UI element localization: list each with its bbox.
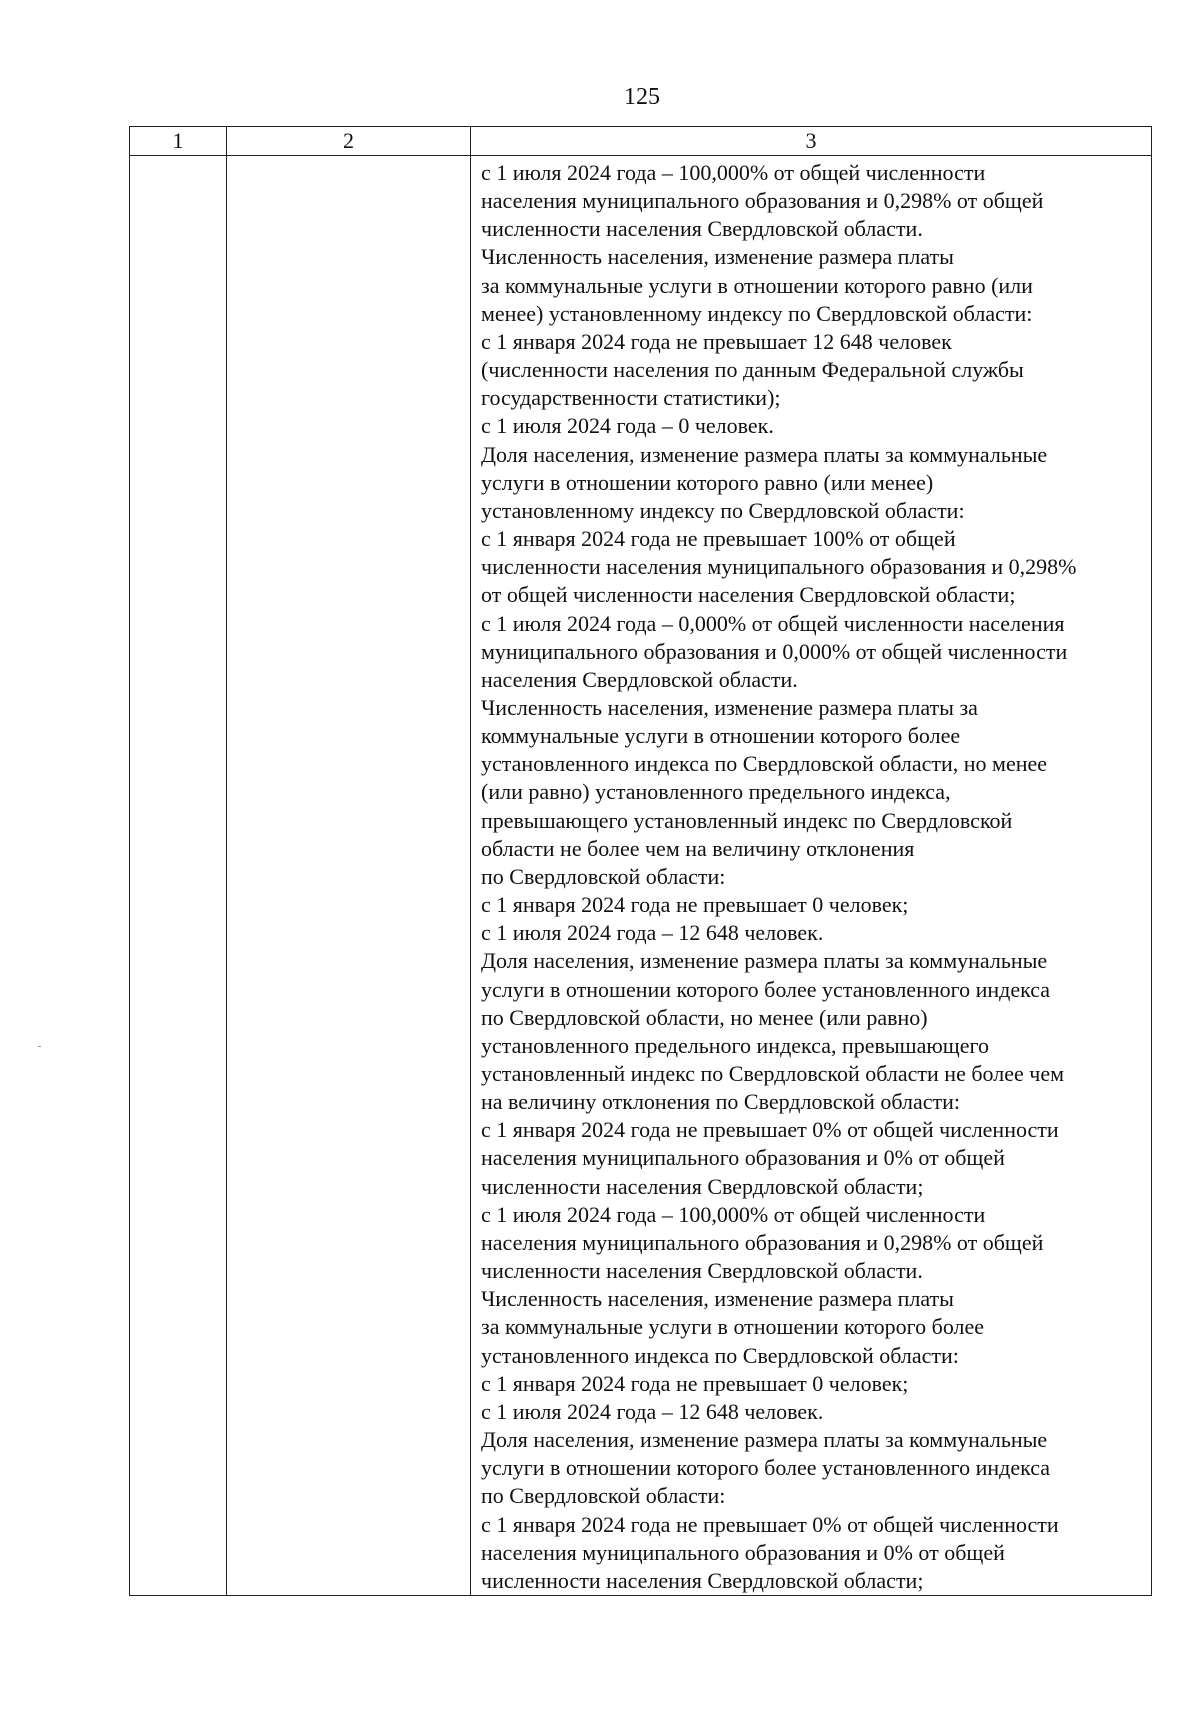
text-line: Доля населения, изменение размера платы за коммунальные [481,441,1048,467]
text-line: установленного индекса по Свердловской области, но менее [481,751,1048,777]
text-line: услуги в отношении которого равно (или менее) [481,469,934,495]
text-line: с 1 января 2024 года не превышает 0 человек; [481,1370,909,1396]
text-line: населения Свердловской области. [481,666,798,692]
text-line: установленного предельного индекса, превышающего [481,1032,989,1058]
cell-column-3-text [471,156,1151,1595]
text-line: Доля населения, изменение размера платы за коммунальные [481,1427,1048,1453]
text-line: менее) установленному индексу по Свердловской области: [481,300,1033,326]
text-line: численности населения Свердловской области. [481,216,923,242]
text-line: Численность населения, изменение размера платы за [481,694,978,720]
text-line: услуги в отношении которого более установленного индекса [481,1455,1051,1481]
text-line: с 1 июля 2024 года – 0,000% от общей численности населения [481,610,1065,636]
text-line: с 1 июля 2024 года – 100,000% от общей численности [481,1201,986,1227]
text-line: с 1 июля 2024 года – 100,000% от общей численности [481,160,986,185]
cell-column-1 [130,156,227,1596]
document-table [129,126,1152,1596]
text-line: (или равно) установленного предельного индекса, [481,779,951,805]
text-line: населения муниципального образования и 0,298% от общей [481,1229,1044,1255]
text-line: численности населения муниципального образования и 0,298% [481,554,1077,580]
text-line: муниципального образования и 0,000% от общей численности [481,638,1068,664]
text-line: с 1 января 2024 года не превышает 100% от общей [481,526,956,552]
text-line: населения муниципального образования и 0% от общей [481,1539,1005,1565]
text-line: за коммунальные услуги в отношении которого равно (или [481,272,1033,298]
text-line: Доля населения, изменение размера платы за коммунальные [481,948,1048,974]
cell-column-3 [471,156,1152,1596]
text-line: от общей численности населения Свердловской области; [481,582,1016,608]
text-line: Численность населения, изменение размера платы [481,244,954,270]
text-line: государственности статистики); [481,385,781,411]
text-line: установленного индекса по Свердловской области: [481,1342,959,1368]
text-line: с 1 января 2024 года не превышает 12 648 человек [481,328,952,354]
cell-column-2 [227,156,471,1596]
text-line: коммунальные услуги в отношении которого более [481,723,961,749]
text-line: по Свердловской области: [481,863,726,889]
text-line: с 1 июля 2024 года – 0 человек. [481,413,774,439]
column-header-2: 2 [227,127,471,156]
text-line: превышающего установленный индекс по Свердловской [481,807,1013,833]
text-line: установленному индексу по Свердловской области: [481,497,965,523]
text-line: численности населения Свердловской области. [481,1258,923,1284]
text-line: установленный индекс по Свердловской области не более чем [481,1061,1064,1086]
text-line: численности населения Свердловской области; [481,1567,924,1593]
text-line: с 1 января 2024 года не превышает 0% от общей численности [481,1117,1059,1143]
text-line: на величину отклонения по Свердловской области: [481,1089,960,1115]
text-line: с 1 января 2024 года не превышает 0 человек; [481,892,909,918]
table-header-row [130,127,1152,156]
page-number: 125 [624,84,660,110]
text-line: с 1 июля 2024 года – 12 648 человек. [481,920,824,946]
text-line: услуги в отношении которого более установленного индекса [481,976,1051,1002]
text-line: за коммунальные услуги в отношении которого более [481,1314,985,1340]
column-header-3: 3 [471,127,1152,156]
text-line: области не более чем на величину отклонения [481,835,915,861]
text-line: с 1 июля 2024 года – 12 648 человек. [481,1398,824,1424]
column-header-1: 1 [130,127,227,156]
scan-speck [38,1046,41,1047]
text-line: по Свердловской области: [481,1483,726,1509]
text-line: Численность населения, изменение размера платы [481,1286,954,1312]
text-line: населения муниципального образования и 0% от общей [481,1145,1005,1171]
text-line: населения муниципального образования и 0,298% от общей [481,188,1044,214]
text-line: (численности населения по данным Федеральной службы [481,357,1024,383]
text-line: численности населения Свердловской области; [481,1173,924,1199]
table-row [130,156,1152,1596]
text-line: по Свердловской области, но менее (или равно) [481,1004,928,1030]
text-line: с 1 января 2024 года не превышает 0% от общей численности [481,1511,1059,1537]
